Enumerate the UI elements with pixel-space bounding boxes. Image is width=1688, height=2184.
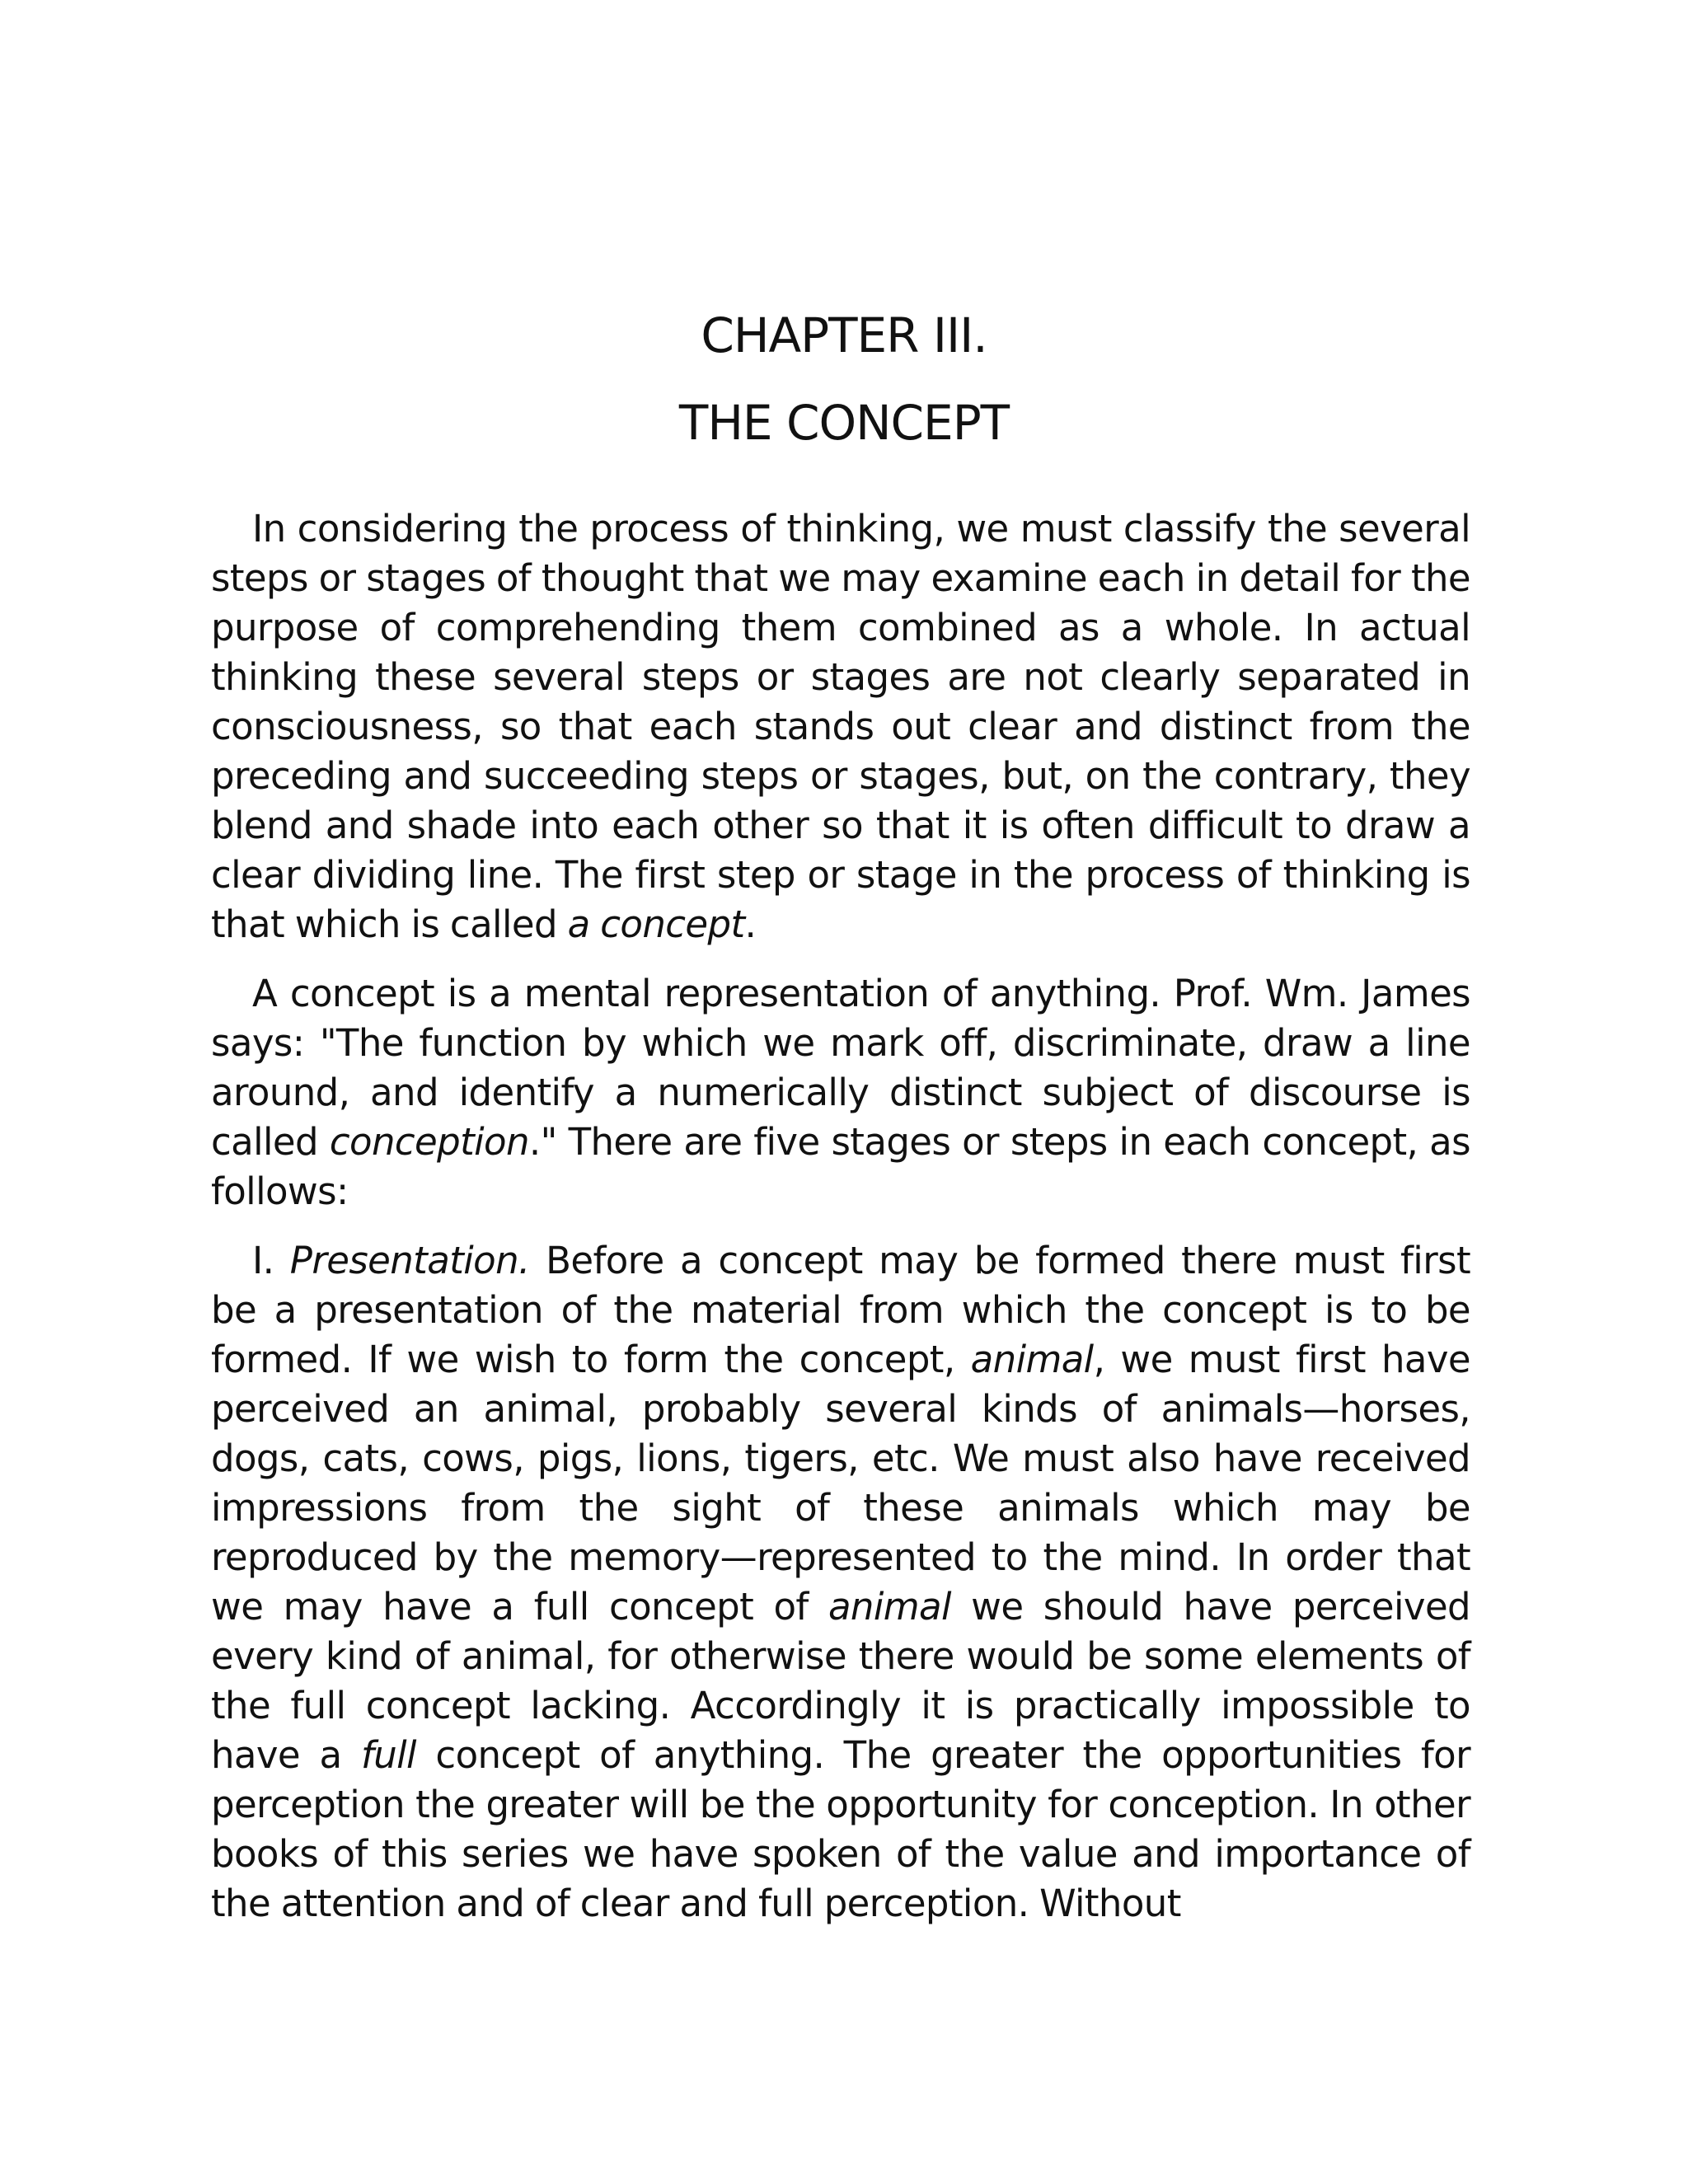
- text-run: .: [744, 902, 757, 946]
- text-run: Before a concept may be formed there must first be a presentation of the material from which the concept is to be formed. If we wish to form the concept,: [211, 1239, 1470, 1381]
- italic-text: animal: [970, 1338, 1094, 1381]
- text-run: I.: [252, 1239, 290, 1282]
- italic-text: conception: [329, 1120, 529, 1164]
- italic-text: full: [360, 1733, 416, 1777]
- paragraph: [211, 504, 1470, 949]
- italic-text: animal: [828, 1585, 951, 1629]
- italic-text: Presentation.: [289, 1239, 530, 1282]
- paragraph: [211, 1236, 1470, 1929]
- text-run: concept of anything. The greater the opportunities for perception the greater will be the opportunity for conception. In other books of this series we have spoken of the value and importance of the attention and of clear and full perception. Without: [211, 1733, 1470, 1925]
- text-run: A concept is a mental representation of anything. Prof. Wm. James says: "The function by which we mark off, discriminate, draw a line around, and identify a numerically distinct subject of discourse is called: [211, 972, 1470, 1164]
- text-run: we should have perceived every kind of animal, for otherwise there would be some elements of the full concept lacking. Accordingly it is practically impossible to have a: [211, 1585, 1470, 1777]
- text-run: In considering the process of thinking, we must classify the several steps or stages of thought that we may examine each in detail for the purpose of comprehending them combined as a whole. In actual thinking these several steps or stages are not clearly separated in consciousness, so that each stands out clear and distinct from the preceding and succeeding steps or stages, but, on the contrary, they blend and shade into each other so that it is often difficult to draw a clear dividing line. The first step or stage in the process of thinking is that which is called: [211, 507, 1470, 946]
- italic-text: a concept: [567, 902, 745, 946]
- chapter-label: CHAPTER III.: [701, 307, 987, 363]
- paragraph: [211, 969, 1470, 1216]
- chapter-title: THE CONCEPT: [678, 395, 1010, 451]
- text-run: , we must first have perceived an animal, probably several kinds of animals—horses, dogs, cats, cows, pigs, lions, tigers, etc. We must also have received impressions from the sight of these animals which may be reproduced by the memory—represented to the mind. In order that we may have a full concept of: [211, 1338, 1470, 1629]
- text-run: ." There are five stages or steps in each concept, as follows:: [211, 1120, 1470, 1213]
- chapter-body: [211, 504, 1470, 1948]
